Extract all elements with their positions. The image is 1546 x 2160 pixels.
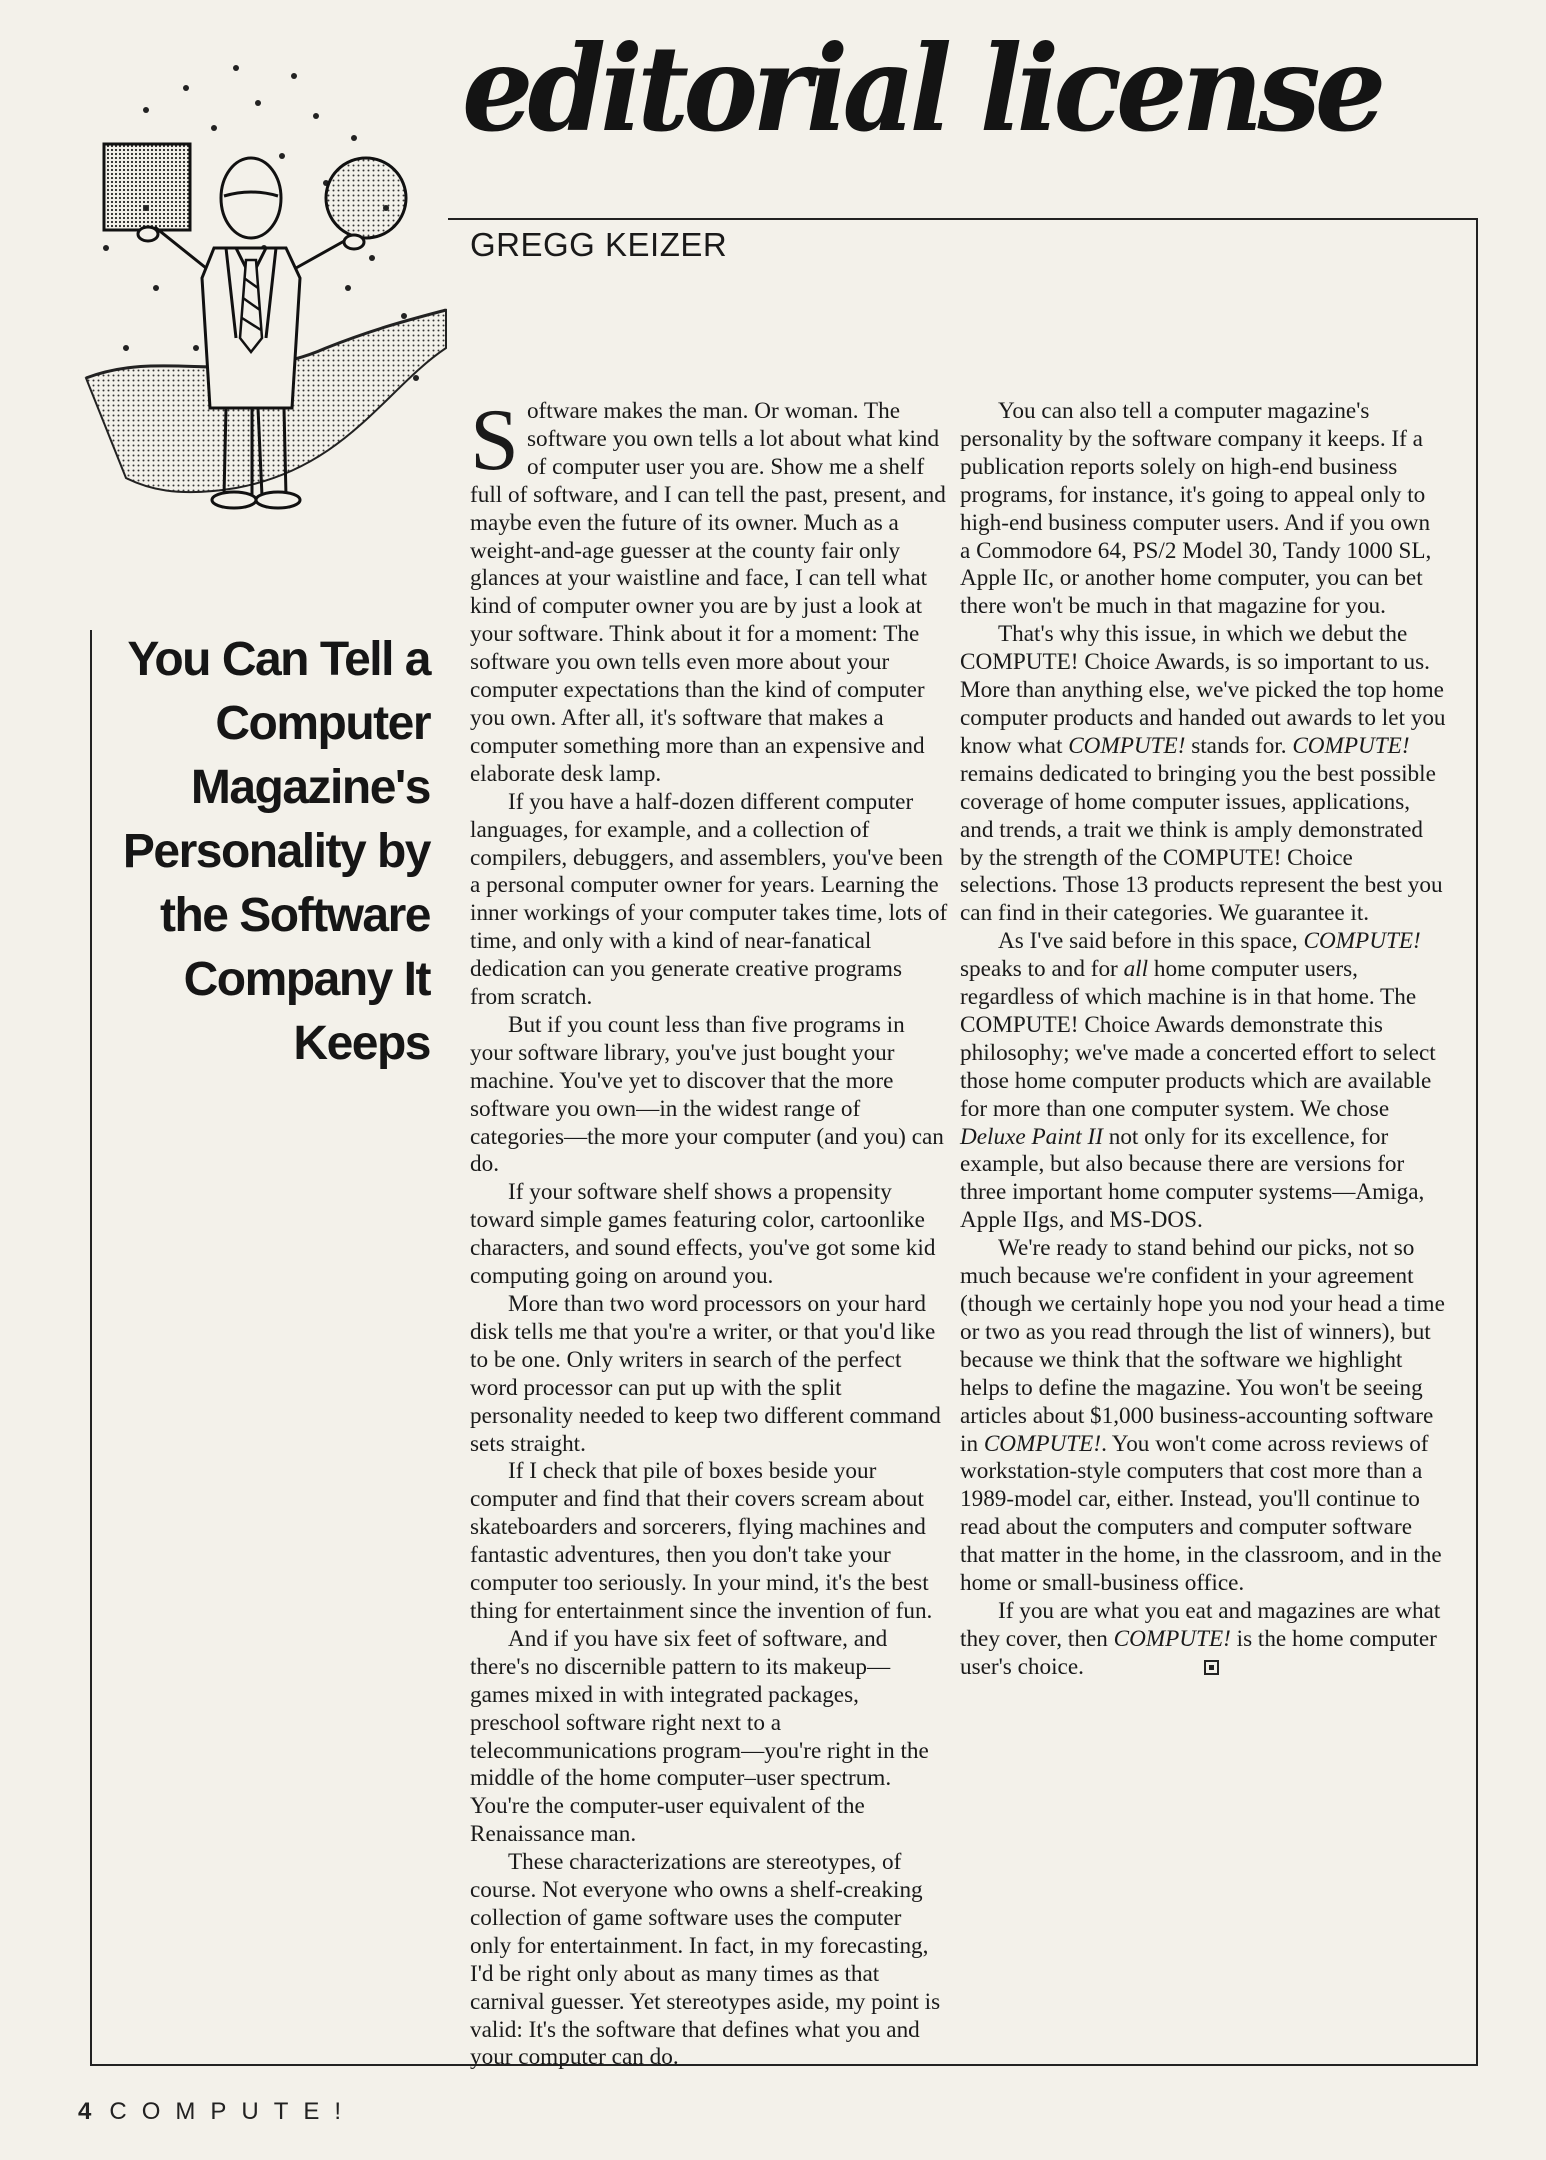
article-paragraph: Software makes the man. Or woman. The software you own tells a lot about what kind of computer user you are. Show me a shelf full of software, and I can tell the past, present, and maybe even the future of its owner. Much as a weight-and-age guesser at the county fair only glances at your waistline and face, I can tell what kind of computer owner you are by just a look at your software. Think about it for a moment: The software you own tells even more about your computer expectations than the kind of computer you own. After all, it's software that makes a computer something more than an expensive and elaborate desk lamp. [470, 392, 946, 787]
article-column-1 [470, 392, 948, 2071]
frame-rule-right [1476, 218, 1478, 2066]
end-of-article-icon [1204, 1660, 1219, 1675]
article-paragraph: That's why this issue, in which we debut the COMPUTE! Choice Awards, is so important to us. More than anything else, we've picked the top home computer products and handed out awards to let you know what COMPUTE! stands for. COMPUTE! remains dedicated to bringing you the best possible coverage of home computer issues, applications, and trends, a trait we think is amply demonstrated by the strength of the COMPUTE! Choice selections. Those 13 products represent the best you can find in their categories. We guarantee it. [960, 621, 1446, 927]
article-paragraph: If you have a half-dozen different computer languages, for example, and a collection of compilers, debuggers, and assemblers, you've been a personal computer owner for years. Learning the inner workings of your computer takes time, lots of time, and only with a kind of near-fanatical dedication can you generate creative programs from scratch. [470, 788, 948, 1011]
article-paragraph: You can also tell a computer magazine's personality by the software company it keeps. If a publication reports solely on high-end business programs, for instance, it's going to appeal only to high-end business computer users. And if you own a Commodore 64, PS/2 Model 30, Tandy 1000 SL, Apple IIc, or another home computer, you can bet there won't be much in that magazine for you. [960, 398, 1432, 620]
article-paragraph: We're ready to stand behind our picks, not so much because we're confident in your agreement (though we certainly hope you nod your head a time or two as you read through the list of winners), but because we think that the software we highlight helps to define the magazine. You won't be seeing articles about $1,000 business-accounting software in COMPUTE!. You won't come across reviews of workstation-style computers that cost more than a 1989-model car, either. Instead, you'll continue to read about the computers and computer software that matter in the home, in the classroom, and in the home or small-business office. [960, 1235, 1445, 1597]
page-number: 4 [78, 2098, 92, 2125]
article-paragraph: If your software shelf shows a propensity toward simple games featuring color, cartoonlike characters, and sound effects, you've got some kid computing going on around you. [470, 1179, 936, 1290]
page-footer [78, 2098, 356, 2126]
article-paragraph: These characterizations are stereotypes, of course. Not everyone who owns a shelf-creaking collection of game software uses the computer only for entertainment. In fact, in my forecasting, I'd be right only about as many times as that carnival guesser. Yet stereotypes aside, my point is valid: It's the software that defines what you and your computer can do. [470, 1849, 941, 2071]
deck-headline: You Can Tell a Computer Magazine's Personality by the Software Company It Keeps [122, 633, 430, 1070]
column-title: editorial license [462, 19, 1381, 158]
article-column-2 [960, 398, 1446, 2048]
juggler-illustration [86, 48, 446, 528]
article-paragraph: If you are what you eat and magazines are what they cover, then COMPUTE! is the home computer user's choice. [960, 1597, 1441, 1680]
article-paragraph: More than two word processors on your hard disk tells me that you're a writer, or that you'd like to be one. Only writers in search of the perfect word processor can put up with the split personality needed to keep two different command sets straight. [470, 1291, 941, 1457]
magazine-name: COMPUTE! [109, 2098, 357, 2125]
drop-cap: S [470, 392, 519, 489]
article-paragraph: If I check that pile of boxes beside your computer and find that their covers scream about skateboarders and sorcerers, flying machines and fantastic adventures, then you don't take your computer too seriously. In your mind, it's the best thing for entertainment since the invention of fun. [470, 1458, 933, 1624]
frame-rule-top [448, 218, 1478, 220]
article-paragraph: As I've said before in this space, COMPUTE! speaks to and for all home computer users, regardless of which machine is in that home. The COMPUTE! Choice Awards demonstrate this philosophy; we've made a concerted effort to select those home computer products which are available for more than one computer system. We chose Deluxe Paint II not only for its excellence, for example, but also because there are versions for three important home computer systems—Amiga, Apple IIgs, and MS-DOS. [960, 928, 1436, 1234]
article-paragraph: But if you count less than five programs in your software library, you've just bought your machine. You've yet to discover that the more software you own—in the widest range of categories—the more your computer (and you) can do. [470, 1011, 944, 1178]
author-byline: GREGG KEIZER [470, 226, 728, 263]
frame-rule-left [90, 630, 92, 2066]
article-paragraph: And if you have six feet of software, and there's no discernible pattern to its makeup—games mixed in with integrated packages, preschool software right next to a telecommunications program—you're right in the middle of the home computer–user spectrum. You're the computer-user equivalent of the Renaissance man. [470, 1625, 929, 1848]
